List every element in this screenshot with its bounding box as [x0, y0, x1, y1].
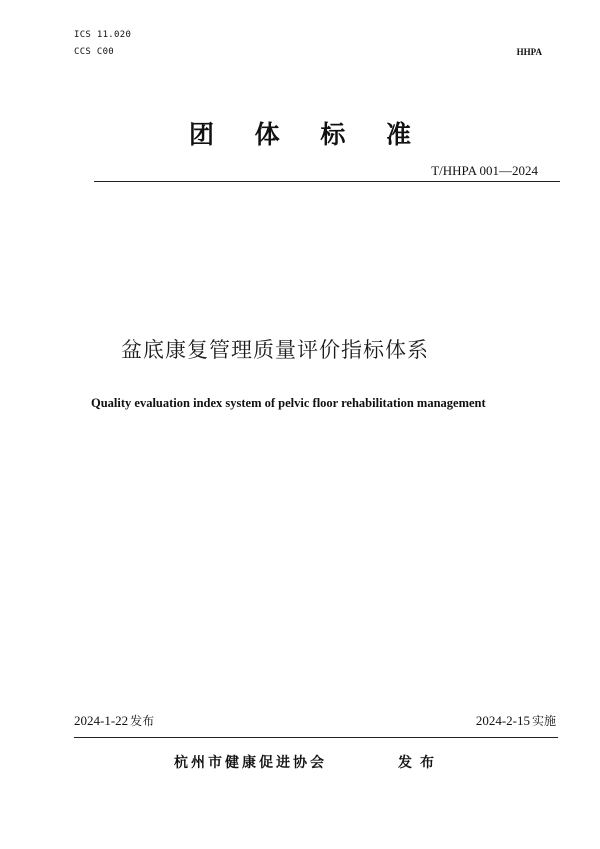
standard-type-heading: 团 体 标 准	[188, 120, 428, 149]
implement-label: 实施	[531, 714, 556, 728]
issuer-label: 发布	[398, 755, 442, 771]
ics-code: ICS 11.020	[74, 30, 132, 40]
publish-date: 2024-1-22	[74, 713, 129, 728]
issuing-organization: 杭州市健康促进协会	[174, 755, 327, 771]
implement-date-line	[476, 712, 556, 729]
publish-label: 发布	[130, 714, 155, 728]
ccs-code: CCS C00	[74, 47, 115, 57]
document-title-chinese: 盆底康复管理质量评价指标体系	[121, 338, 429, 362]
header-divider	[94, 181, 560, 182]
standard-number: T/HHPA 001—2024	[431, 163, 538, 178]
footer-divider	[74, 737, 558, 738]
organization-abbreviation: HHPA	[516, 47, 542, 57]
implement-date: 2024-2-15	[475, 713, 530, 728]
document-title-english: Quality evaluation index system of pelvic floor rehabilitation management	[91, 396, 486, 410]
publish-date-line	[74, 712, 154, 729]
